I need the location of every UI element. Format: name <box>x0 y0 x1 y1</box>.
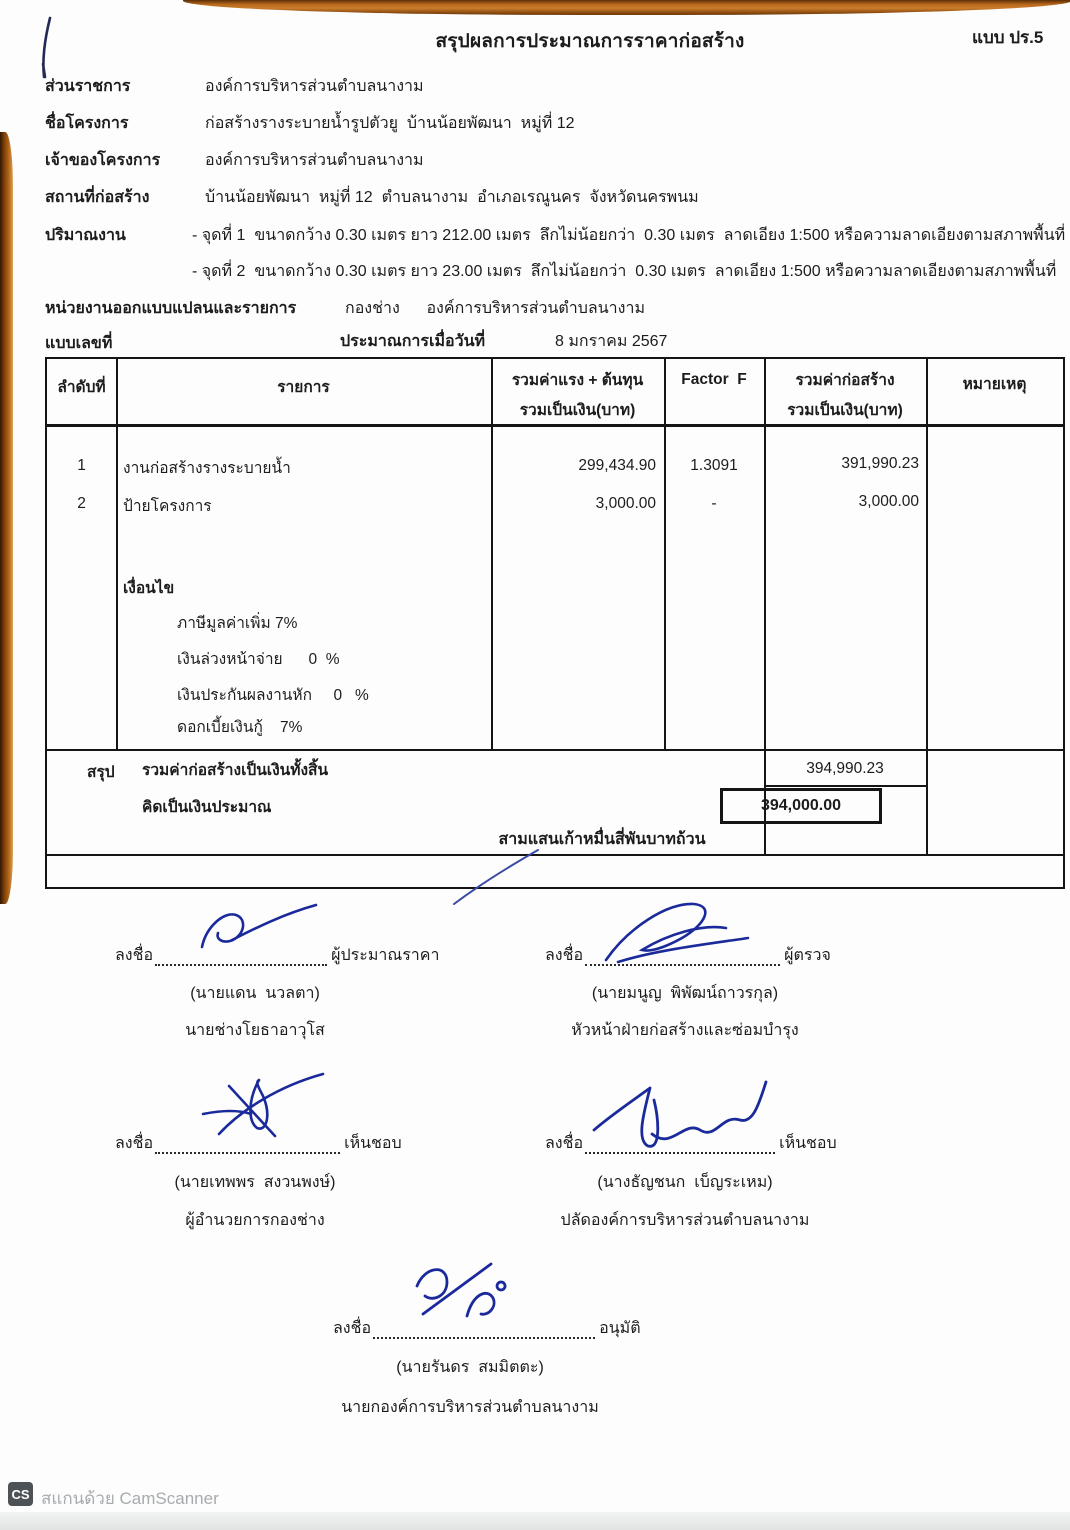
row-total: 391,990.23 <box>841 455 919 472</box>
page-title: สรุปผลการประมาณการราคาก่อสร้าง <box>435 31 745 52</box>
signature-block-approver-2 <box>545 1131 837 1156</box>
signature-dotted-line <box>373 1323 595 1339</box>
summary-approx-value: 394,000.00 <box>760 797 842 814</box>
signature-dotted-line <box>585 1138 775 1154</box>
col-header-total-line1: รวมค่าก่อสร้าง <box>795 372 895 389</box>
signature-role: เห็นชอบ <box>344 1135 402 1152</box>
col-header-no: ลำดับที่ <box>57 379 106 396</box>
col-header-cost-line1: รวมค่าแรง + ต้นทุน <box>511 372 644 389</box>
condition-item: ดอกเบี้ยเงินกู้ 7% <box>177 719 303 736</box>
signature-dotted-line <box>155 950 327 966</box>
col-header-total-line2: รวมเป็นเงิน(บาท) <box>787 402 903 419</box>
scan-artifact-left-wood-strip <box>0 132 13 904</box>
summary-total-value: 394,990.23 <box>806 760 884 777</box>
col-header-note: หมายเหตุ <box>962 376 1027 393</box>
design-unit-value: กองช่าง องค์การบริหารส่วนตำบลนางาม <box>345 300 645 317</box>
table-line <box>926 359 928 854</box>
row-total: 3,000.00 <box>858 493 919 510</box>
signature-position: ปลัดองค์การบริหารส่วนตำบลนางาม <box>560 1212 810 1229</box>
signature-position: หัวหน้าฝ่ายก่อสร้างและซ่อมบำรุง <box>571 1022 799 1039</box>
row-item: งานก่อสร้างรางระบายน้ำ <box>123 460 291 477</box>
col-header-factor: Factor F <box>681 371 747 388</box>
table-line <box>764 359 766 854</box>
col-header-item: รายการ <box>277 379 330 396</box>
signature-position: นายกองค์การบริหารส่วนตำบลนางาม <box>341 1399 599 1416</box>
signature-block-approver-1 <box>115 1131 402 1156</box>
owner-value: องค์การบริหารส่วนตำบลนางาม <box>205 152 424 169</box>
quantity-label: ปริมาณงาน <box>45 227 126 244</box>
agency-value: องค์การบริหารส่วนตำบลนางาม <box>205 78 424 95</box>
signature-block-inspector <box>545 943 831 968</box>
row-cost: 299,434.90 <box>578 457 656 474</box>
estimate-date-value: 8 มกราคม 2567 <box>555 333 668 350</box>
drawing-no-label: แบบเลขที่ <box>45 335 113 352</box>
signature-block-final-approver <box>333 1316 641 1341</box>
signature-role: เห็นชอบ <box>779 1135 837 1152</box>
row-cost: 3,000.00 <box>595 495 656 512</box>
form-code-label: แบบ ปร.5 <box>972 28 1044 47</box>
signature-position: นายช่างโยธาอาวุโส <box>185 1022 325 1039</box>
summary-approx-value-box <box>720 788 882 824</box>
sign-label: ลงชื่อ <box>545 1135 584 1152</box>
sign-label: ลงชื่อ <box>333 1320 372 1337</box>
condition-item: เงินประกันผลงานหัก 0 % <box>177 687 369 704</box>
summary-amount-words: สามแสนเก้าหมื่นสี่พันบาทถ้วน <box>498 831 706 848</box>
signature-name: (นายแดน นวลตา) <box>190 985 320 1002</box>
signature-name: (นางธัญชนก เบ็ญระเหม) <box>597 1174 773 1191</box>
scan-artifact-bottom-band <box>0 1512 1070 1530</box>
signature-dotted-line <box>155 1138 340 1154</box>
signature-role: ผู้ตรวจ <box>784 947 831 964</box>
design-unit-label: หน่วยงานออกแบบแปลนและรายการ <box>45 300 297 317</box>
signature-name: (นายเทพพร สงวนพงษ์) <box>174 1174 336 1191</box>
signature-position: ผู้อำนวยการกองช่าง <box>185 1212 325 1229</box>
table-line <box>47 424 1063 427</box>
row-factor: - <box>711 495 717 512</box>
row-no: 2 <box>77 495 86 512</box>
summary-approx-label: คิดเป็นเงินประมาณ <box>142 799 272 816</box>
condition-item: ภาษีมูลค่าเพิ่ม 7% <box>177 615 298 632</box>
project-label: ชื่อโครงการ <box>45 115 129 132</box>
row-no: 1 <box>77 457 86 474</box>
signature-name: (นายรันดร สมมิตตะ) <box>396 1359 544 1376</box>
project-value: ก่อสร้างรางระบายน้ำรูปตัวยู บ้านน้อยพัฒนา หมู่ที่ 12 <box>205 115 575 132</box>
pen-mark-top-left <box>34 14 60 82</box>
pen-stroke-table-bottom <box>448 846 544 910</box>
conditions-title: เงื่อนไข <box>123 580 175 597</box>
cost-summary-table <box>45 357 1065 889</box>
row-item: ป้ายโครงการ <box>123 498 212 515</box>
signature-dotted-line <box>585 950 780 966</box>
agency-label: ส่วนราชการ <box>45 78 131 95</box>
condition-item: เงินล่วงหน้าจ่าย 0 % <box>177 651 340 668</box>
table-line <box>47 749 1063 751</box>
location-value: บ้านน้อยพัฒนา หมู่ที่ 12 ตำบลนางาม อำเภอเรณูนคร จังหวัดนครพนม <box>205 189 699 206</box>
location-label: สถานที่ก่อสร้าง <box>45 189 150 206</box>
camscanner-watermark: สแกนด้วย CamScanner <box>41 1489 219 1508</box>
table-line <box>664 359 666 749</box>
row-factor: 1.3091 <box>690 457 738 474</box>
sign-label: ลงชื่อ <box>115 947 154 964</box>
col-header-cost-line2: รวมเป็นเงิน(บาท) <box>519 402 636 419</box>
signature-name: (นายมนูญ พิพัฒน์ถาวรกุล) <box>591 985 779 1002</box>
summary-label: สรุป <box>87 764 115 781</box>
table-line <box>116 359 118 749</box>
sign-label: ลงชื่อ <box>115 1135 154 1152</box>
sign-label: ลงชื่อ <box>545 947 584 964</box>
summary-total-label: รวมค่าก่อสร้างเป็นเงินทั้งสิ้น <box>142 762 329 779</box>
camscanner-logo-icon: CS <box>8 1482 33 1506</box>
table-line <box>764 785 928 787</box>
signature-block-estimator <box>115 943 439 968</box>
table-line <box>47 854 1063 856</box>
owner-label: เจ้าของโครงการ <box>45 152 161 169</box>
signature-role: อนุมัติ <box>599 1320 641 1337</box>
signature-role: ผู้ประมาณราคา <box>331 947 440 964</box>
quantity-line-2: - จุดที่ 2 ขนาดกว้าง 0.30 เมตร ยาว 23.00 เมตร ลึกไม่น้อยกว่า 0.30 เมตร ลาดเอียง 1:500 หรือความลาดเอียงตามสภาพพื้นที่ <box>192 263 1057 280</box>
estimate-date-label: ประมาณการเมื่อวันที่ <box>340 333 486 350</box>
scan-artifact-top-wood-strip <box>183 0 1070 15</box>
quantity-line-1: - จุดที่ 1 ขนาดกว้าง 0.30 เมตร ยาว 212.00 เมตร ลึกไม่น้อยกว่า 0.30 เมตร ลาดเอียง 1:500 หรือความลาดเอียงตามสภาพพื้นที่ <box>192 227 1066 244</box>
